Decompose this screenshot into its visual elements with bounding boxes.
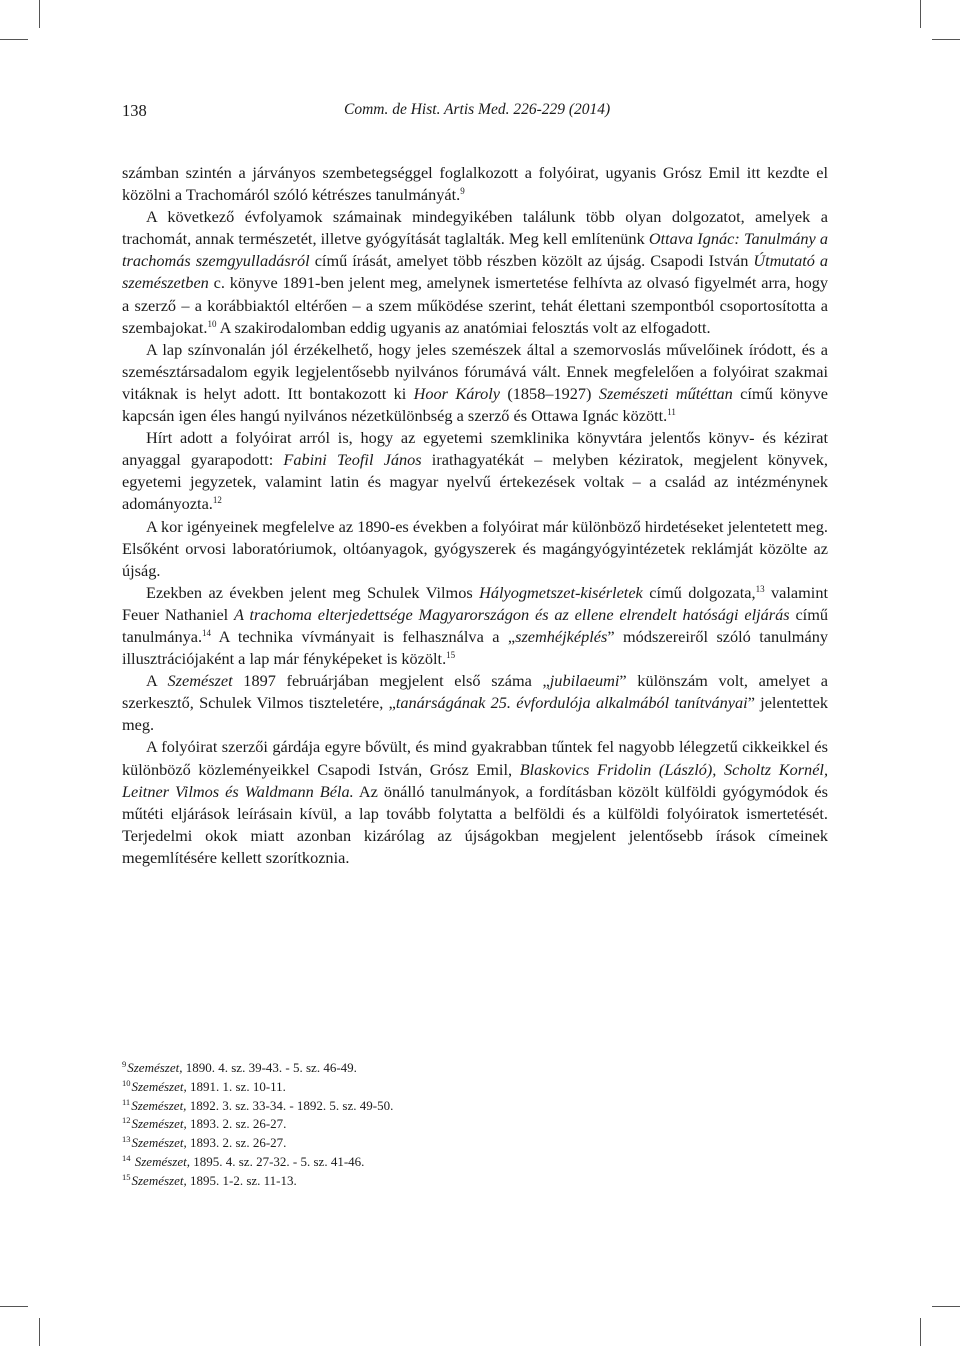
footnote-source: Szemészet, [131, 1153, 190, 1169]
crop-mark-bottom-right [920, 1318, 921, 1346]
footnote-number: 13 [122, 1134, 131, 1145]
page-header [122, 99, 842, 123]
footnote-number: 10 [122, 1077, 131, 1088]
crop-mark-right-top [932, 39, 960, 40]
italic-run: jubilaeumi [549, 671, 620, 691]
text-run: számban szintén a járványos szembetegséggel foglalkozott a folyóirat, ugyanis Grósz Emil itt kezdte el közölni a Trachomáról szóló kétrészes tanulmányát. [122, 163, 828, 205]
footnote-number: 11 [122, 1096, 131, 1107]
italic-run: A trachoma elterjedettsége Magyarországon és az ellene elrendelt hatósági eljárás [234, 604, 790, 624]
footnote-reference: 1893. 2. sz. 26-27. [186, 1116, 287, 1132]
text-run: A [146, 671, 168, 691]
italic-run: Hoor Károly [413, 383, 500, 403]
footnote [122, 1172, 828, 1191]
page-number: 138 [122, 101, 147, 120]
crop-mark-top-right [920, 0, 921, 28]
footnote [122, 1115, 828, 1134]
footnote-source: Szemészet, [131, 1172, 187, 1188]
footnotes [122, 1059, 828, 1191]
text-run: ” módszereiről szóló tanulmány illusztrációjaként a lap már fényképeket is közölt. [122, 626, 828, 669]
footnote-number: 12 [122, 1115, 131, 1126]
crop-mark-top-left [39, 0, 40, 28]
paragraph [122, 582, 828, 670]
italic-run: Blaskovics Fridolin (László), Scholtz Kornél, Leitner Vilmos és Waldmann Béla. [122, 759, 829, 801]
footnote [122, 1153, 828, 1172]
text-run: ” különszám volt, amelyet a szerkesztő, Schulek Vilmos tiszteletére, „ [122, 671, 828, 713]
italic-run: Szemészet [167, 671, 233, 691]
footnote-ref: 15 [446, 650, 456, 661]
article-body [122, 162, 828, 869]
paragraph [122, 162, 828, 206]
footnote-source: Szemészet, [131, 1078, 187, 1094]
text-run: A lap színvonalán jól érzékelhető, hogy jeles szemészek által a szemorvoslás művelőinek íródott, és a szemésztársadalom egyik legjelentősebb nyilvános fórumává vált. Ennek megfelelően a folyóirat szakmai vitáknak is helyt adott. Itt bontakozott ki [122, 339, 828, 403]
text-run: Az önálló tanulmányok, a fordításban közölt külföldi gyógymódok és műtéti eljárások leírásain kívül, a lap tovább folytatta a belföldi és a külföldi folyóiratok ismertetését. Terjedelmi okok miatt azonban kizárólag az újságokban megjelent jelentősebb írások címeinek megemlítésére kellett szorítkoznia. [122, 781, 828, 867]
footnote [122, 1078, 828, 1097]
text-run: A szakirodalomban eddig ugyanis az anatómiai felosztás volt az elfogadott. [216, 317, 711, 337]
text-run: ” jelentettek meg. [122, 693, 828, 735]
footnote-number: 9 [122, 1059, 127, 1069]
text-run: Hírt adott a folyóirat arról is, hogy az egyetemi szemklinika könyvtára jelentős könyv- és kézirat anyaggal gyarapodott: [122, 428, 828, 470]
footnote-reference: 1895. 1-2. sz. 11-13. [186, 1172, 297, 1188]
paragraph [122, 427, 828, 515]
text-run: c. könyve 1891-ben jelent meg, amelynek ismertetése felhívta az olvasó figyelmét arra, hogy a szerző – a korábbiaktól eltérően – a szem működése szerint, tehát élettani szempontból csoportosította a szembajokat. [122, 273, 828, 337]
text-run: Ezekben az években jelent meg Schulek Vilmos [146, 582, 480, 602]
footnote-source: Szemészet, [131, 1135, 187, 1151]
text-run: című tanulmánya. [122, 604, 829, 646]
paragraph [122, 736, 828, 869]
paragraph [122, 206, 828, 339]
text-run: című írását, amelyet több részben közölt az újság. Csapodi István [309, 251, 754, 271]
italic-run: Szemészeti műtéttan [598, 383, 733, 403]
italic-run: szemhéjképlés [515, 626, 608, 646]
footnote-ref: 12 [212, 495, 222, 506]
footnote-source: Szemészet, [127, 1060, 183, 1075]
italic-run: tanárságának 25. évfordulója alkalmából tanítványai [395, 693, 748, 713]
crop-mark-left-top [0, 39, 28, 40]
text-run: valamint Feuer Nathaniel [122, 582, 828, 624]
crop-mark-left-bottom [0, 1306, 28, 1307]
italic-run: Ottava Ignác: Tanulmány a trachomás szemgyulladásról [122, 229, 828, 271]
text-run: című dolgozata, [642, 582, 756, 602]
footnote-ref: 13 [755, 583, 765, 594]
text-run: A következő évfolyamok számainak mindegyikében találunk több olyan dolgozatot, amelyek a trachomát, annak természetét, illetve gyógyítását taglalták. Meg kell említenünk [122, 207, 828, 249]
footnote-reference: 1892. 3. sz. 33-34. - 1892. 5. sz. 49-50. [186, 1097, 394, 1113]
text-run: A folyóirat szerzői gárdája egyre bővült, és mind gyakrabban tűntek fel nagyobb lélegzetű cikkeikkel és különböző közleményeikkel Csapodi István, Grósz Emil, [122, 737, 828, 779]
footnote-ref: 14 [202, 627, 212, 638]
paragraph [122, 516, 828, 582]
paragraph [122, 670, 828, 736]
running-head: Comm. de Hist. Artis Med. 226-229 (2014) [344, 101, 611, 118]
footnote-ref: 10 [207, 318, 217, 329]
footnote-reference: 1893. 2. sz. 26-27. [186, 1135, 287, 1151]
italic-run: Fabini Teofil János [283, 450, 422, 470]
text-run: A kor igényeinek megfelelve az 1890-es években a folyóirat már különböző hirdetéseket jelentetett meg. Elsőként orvosi laboratóriumok, oltóanyagok, gyógyszerek és magángyógyintézetek reklámját közölte az újság. [122, 516, 828, 580]
footnote-reference: 1891. 1. sz. 10-11. [186, 1078, 286, 1094]
text-run: (1858–1927) [499, 383, 599, 403]
footnote-source: Szemészet, [131, 1097, 187, 1113]
paragraph [122, 339, 828, 427]
footnote-ref: 11 [667, 407, 676, 418]
footnote [122, 1059, 828, 1078]
text-run: című könyve kapcsán igen éles hangú nyilvános nézetkülönbség a szerző és Ottawa Ignác között. [122, 383, 829, 426]
footnote-source: Szemészet, [131, 1116, 187, 1132]
footnote-reference: 1895. 4. sz. 27-32. - 5. sz. 41-46. [190, 1153, 365, 1169]
crop-mark-bottom-left [39, 1318, 40, 1346]
footnote-number: 14 [122, 1152, 131, 1163]
italic-run: Útmutató a szemészetben [122, 251, 828, 293]
text-run: A technika vívmányait is felhasználva a „ [211, 626, 516, 646]
italic-run: Hályogmetszet-kisérletek [479, 582, 643, 602]
text-run: irathagyatékát – melyben kéziratok, megjelent könyvek, egyetemi jegyzetek, valamint latin és magyar nyelvű értekezések voltak – a család az intézménynek adományozta. [122, 450, 828, 514]
crop-mark-right-bottom [932, 1306, 960, 1307]
footnote-reference: 1890. 4. sz. 39-43. - 5. sz. 46-49. [182, 1060, 357, 1075]
footnote [122, 1097, 828, 1116]
footnote [122, 1134, 828, 1153]
text-run: 1897 februárjában megjelent első száma „ [232, 671, 550, 691]
footnote-number: 15 [122, 1171, 131, 1182]
footnote-ref: 9 [460, 186, 465, 197]
